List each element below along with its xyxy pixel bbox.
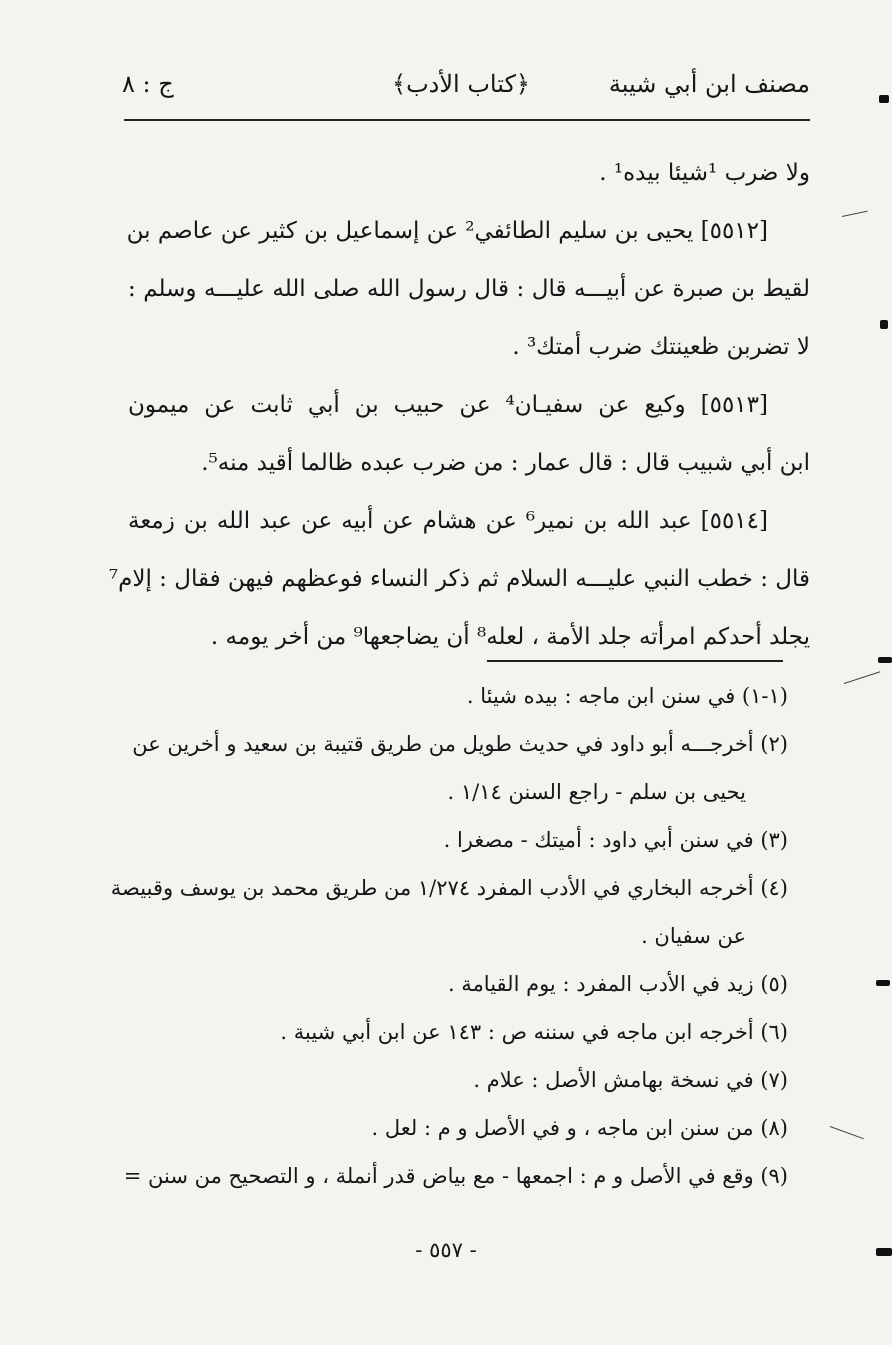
footnote: (٤) أخرجه البخاري في الأدب المفرد ١/٢٧٤ من طريق محمد بن يوسف وقبيصة (110, 876, 788, 900)
book-title: مصنف ابن أبي شيبة (608, 70, 810, 98)
footnote-continuation: يحيى بن سلم - راجع السنن ١/١٤ . (447, 780, 746, 804)
text-line: قال : خطب النبي عليـــه السلام ثم ذكر النساء فوعظهم فيهن فقال : إلام⁷ (108, 566, 810, 592)
text-line: يجلد أحدكم امرأته جلد الأمة ، لعله⁸ أن يضاجعها⁹ من أخر يومه . (210, 624, 810, 650)
scan-ink-mark (878, 657, 892, 663)
scan-scratch (844, 671, 880, 684)
header-rule (124, 119, 810, 121)
footnote: (٨) من سنن ابن ماجه ، و في الأصل و م : لعل . (371, 1116, 788, 1140)
footnote: (٥) زيد في الأدب المفرد : يوم القيامة . (447, 972, 788, 996)
chapter-title: ﴿كتاب الأدب﴾ (392, 70, 530, 98)
text-line: لقيط بن صبرة عن أبيـــه قال : قال رسول الله صلى الله عليـــه وسلم : (128, 276, 810, 302)
footnote: (٦) أخرجه ابن ماجه في سننه ص : ١٤٣ عن ابن أبي شيبة . (280, 1020, 788, 1044)
footnote: (١-١) في سنن ابن ماجه : بيده شيئا . (466, 684, 788, 708)
hadith-5513-line: [٥٥١٣] وكيع عن سفيـان⁴ عن حبيب بن أبي ثابت عن ميمون (128, 392, 768, 418)
running-header (122, 70, 810, 114)
footnote: (٧) في نسخة بهامش الأصل : علام . (473, 1068, 788, 1092)
footnotes (104, 672, 788, 1200)
scan-ink-mark (879, 95, 889, 103)
page-number: - ٥٥٧ - (415, 1238, 477, 1262)
volume-label: ج : ٨ (122, 70, 174, 98)
footnote-separator (487, 660, 783, 662)
scan-ink-mark (876, 980, 890, 986)
scan-ink-mark (880, 320, 888, 329)
footnote: (٢) أخرجـــه أبو داود في حديث طويل من طريق قتيبة بن سعيد و أخرين عن (132, 732, 788, 756)
text-line: ولا ضرب ¹شيئا بيده¹ . (599, 160, 810, 186)
scan-ink-mark (876, 1248, 892, 1256)
scan-scratch (842, 211, 868, 217)
text-line: لا تضربن ظعينتك ضرب أمتك³ . (512, 334, 810, 360)
footnote: (٩) وقع في الأصل و م : اجمعها - مع بياض قدر أنملة ، و التصحيح من سنن = (123, 1164, 788, 1188)
text-line: ابن أبي شبيب قال : قال عمار : من ضرب عبده ظالما أقيد منه⁵. (201, 450, 810, 476)
footnote-continuation: عن سفيان . (641, 924, 746, 948)
hadith-5514-line: [٥٥١٤] عبد الله بن نمير⁶ عن هشام عن أبيه عن عبد الله بن زمعة (128, 508, 768, 534)
footnote: (٣) في سنن أبي داود : أميتك - مصغرا . (443, 828, 788, 852)
main-text (108, 144, 810, 666)
hadith-5512-line: [٥٥١٢] يحيى بن سليم الطائفي² عن إسماعيل بن كثير عن عاصم بن (126, 218, 768, 244)
scan-scratch (830, 1126, 864, 1139)
